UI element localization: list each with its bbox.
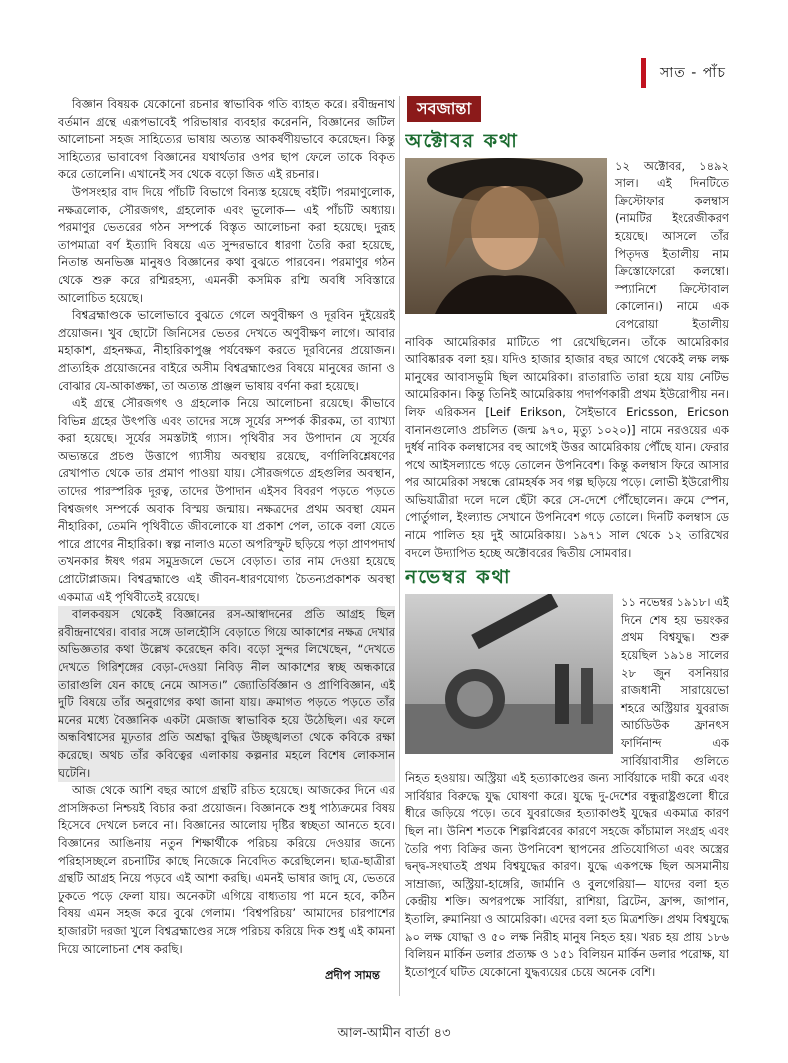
november-heading: নভেম্বর কথা [405, 566, 512, 589]
page-number: সাত - পাঁচ [641, 58, 781, 88]
paragraph: এই গ্রন্থে সৌরজগৎ ও গ্রহলোক নিয়ে আলোচনা রয়েছে। কীভাবে বিভিন্ন গ্রহের উৎপত্তি এবং তাদের সঙ্গে সূর্যের সম্পর্ক কীরকম, তা ব্যাখ্যা করা হয়েছে। সূর্যের সমস্তটাই গ্যাস। পৃথিবীর সব উপাদান যে সূর্যের অভ্যন্তরে প্রচণ্ড উত্তাপে গ্যাসীয় অবস্থায় রয়েছে, বর্ণালিবিশ্লেষণের রেখাপাত থেকে তার প্রমাণ পাওয়া যায়। সৌরজগতে গ্রহগুলির অবস্থান, তাদের পারস্পরিক দূরত্ব, তাদের উপাদান এইসব বিবরণ পড়তে পড়তে বিশ্বজগৎ সম্পর্কে অবাক বিস্ময় জন্মায়। নক্ষত্রদের প্রথম অবস্থা যেমন নীহারিকা, তেমনি পৃথিবীতে জীবলোকে যা প্রকাশ পেল, তাকে বলা যেতে পারে প্রাণের নীহারিকা। স্বল্প নালাও মতো অপরিস্ফুট ছড়িয়ে পড়া প্রাণপদার্থ তখনকার ঈষৎ গরম সমুদ্রজলে ভেসে বেড়াত। তার নাম দেওয়া হয়েছে প্রোটোপ্লাজম। বিশ্বব্রহ্মাণ্ডে এই জীবন-ধারণযোগ্য চৈতন্যপ্রকাশক অবস্থা একমাত্র এই পৃথিবীতেই রয়েছে। [58, 396, 395, 604]
left-column [58, 96, 395, 999]
october-heading: অক্টোবর কথা [405, 129, 519, 152]
column-divider [399, 96, 400, 996]
october-text: ১২ অক্টোবর, ১৪৯২ সাল। এই দিনটিতে ক্রিস্টোফার কলম্বাস (নামটির ইংরেজীকরণ হয়েছে। আসলে তাঁর পিতৃদত্ত ইতালীয় নাম ক্রিস্তোফোরো কলম্বো। স্প্যানিশে ক্রিস্টোবাল কোলোন।) নামে এক বেপরোয়া ইতালীয় নাবিক আমেরিকার মাটিতে পা রেখেছিলেন। তাঁকে আমেরিকার আবিষ্কারক বলা হয়। যদিও হাজার হাজার বছর আগে থেকেই লক্ষ লক্ষ মানুষের আবাসভূমি ছিল আমেরিকা। রাতারাতি তারা হয়ে যায় নেটিভ আমেরিকান। কিন্তু তিনিই আমেরিকায় পদার্পণকারী প্রথম ইউরোপীয় নন। লিফ এরিকসন [Leif Erikson, সৈইভাবে Ericsson, Ericson বানানগুলোও প্রচলিত (জন্ম ৯৭০, মৃত্যু ১০২০)] নামে নরওয়ের এক দুর্ধর্ষ নাবিক কলম্বাসের বহু আগেই উত্তর আমেরিকায় পৌঁছে যান। ফেরার পথে আইসল্যান্ডে গড়ে তোলেন উপনিবেশ। কিন্তু কলম্বাস ফিরে আসার পর আমেরিকা সম্বন্ধে রোমহর্ষক সব গল্প ছড়িয়ে পড়ে। লোভী ইউরোপীয় অভিযাত্রীরা দলে দলে ছেঁটা করে সে-দেশে পৌঁছোলেন। ক্রমে স্পেন, পোর্তুগাল, ইংল্যান্ড সেখানে উপনিবেশ গড়ে তোলে। দিনটি কলম্বাস ডে নামে পালিত হয় দুই আমেরিকায়। ১৯৭১ সাল থেকে ১২ তারিখের বদলে উদ্যাপিত হচ্ছে অক্টোবরের দ্বিতীয় সোমবার। [405, 158, 729, 560]
paragraph: আজ থেকে আশি বছর আগে গ্রন্থটি রচিত হয়েছে। আজকের দিনে এর প্রাসঙ্গিকতা নিশ্চয়ই বিচার করা প্রয়োজন। বিজ্ঞানকে শুধু পাঠ্যক্রমের বিষয় হিসেবে দেখলে চলবে না। বিজ্ঞানের আলোয় দৃষ্টির স্বচ্ছতা আনতে হবে। বিজ্ঞানের আঙিনায় নতুন শিক্ষার্থীকে পরিচয় করিয়ে দেওয়ার জন্যে পরিহাসচ্ছলে রচনাটির কাছে নিজেকে নিবেদিত করেছিলেন। ছাত্র-ছাত্রীরা গ্রন্থটি আগ্রহ নিয়ে পড়বে এই আশা করছি। এমনই ভাষার জাদু যে, ভেতরে ঢুকতে পড়ে ফেলা যায়। অনেকটা এগিয়ে বাধ্যতায় পা মনে হবে, কঠিন বিষয় এমন সহজ করে বুঝে গেলাম। ‘বিশ্বপরিচয়’ আমাদের চারপাশের হাজারটা দরজা খুলে বিশ্বব্রহ্মাণ্ডের সঙ্গে পরিচয় করিয়ে দিক শুধু এই কামনা দিয়ে আলোচনা শেষ করছি। [58, 783, 395, 956]
november-text: ১১ নভেম্বর ১৯১৮। এই দিনে শেষ হয় ভয়ংকর প্রথম বিশ্বযুদ্ধ। শুরু হয়েছিল ১৯১৪ সালের ২৮ জুন বসনিয়ার রাজধানী সারায়েভো শহরে অস্ট্রিয়ার যুবরাজ আর্চডিউক ফ্রানৎস ফার্দিনান্দ এক সার্বিয়াবাসীর গুলিতে নিহত হওয়ায়। অস্ট্রিয়া এই হত্যাকাণ্ডের জন্য সার্বিয়াকে দায়ী করে এবং সার্বিয়ার বিরুদ্ধে যুদ্ধ ঘোষণা করে। যুদ্ধে দু-দেশের বন্ধুরাষ্ট্রগুলো ধীরে ধীরে জড়িয়ে পড়ে। তবে যুবরাজের হত্যাকাণ্ডই যুদ্ধের একমাত্র কারণ ছিল না। উনিশ শতকে শিল্পবিপ্লবের কারণে সহজে কাঁচামাল সংগ্রহ এবং তৈরি পণ্য বিক্রির জন্য উপনিবেশ স্থাপনের প্রতিযোগিতা এবং অস্ত্রের দ্বন্দ্ব-সংঘাতই প্রথম বিশ্বযুদ্ধের কারণ। যুদ্ধে একপক্ষে ছিল অসমানীয় সাম্রাজ্য, অস্ট্রিয়া-হাঙ্গেরি, জার্মানি ও বুলগেরিয়া— যাদের বলা হত কেন্দ্রীয় শক্তি। অপরপক্ষে সার্বিয়া, রাশিয়া, ব্রিটেন, ফ্রান্স, জাপান, ইতালি, রুমানিয়া ও আমেরিকা। এদের বলা হত মিত্রশক্তি। প্রথম বিশ্বযুদ্ধে ৯০ লক্ষ যোদ্ধা ও ৫০ লক্ষ নিরীহ মানুষ নিহত হয়। খরচ হয় প্রায় ১৮৬ বিলিয়ন মার্কিন ডলার প্রত্যক্ষ ও ১৫১ বিলিয়ন মার্কিন ডলার পরোক্ষ, যা ইতোপূর্বে ঘটিত যেকোনো যুদ্ধব্যয়ের চেয়ে অনেক বেশি। [405, 595, 729, 979]
section-tag: সবজান্তা [407, 96, 481, 122]
paragraph: বিশ্বব্রহ্মাণ্ডকে ভালোভাবে বুঝতে গেলে অণুবীক্ষণ ও দূরবিন দুইয়েরই প্রয়োজন। খুব ছোটো জিনিসের ভেতর দেখতে অণুবীক্ষণ লাগে। আবার মহাকাশ, গ্রহনক্ষত্র, নীহারিকাপুঞ্জ পর্যবেক্ষণ করতে দূরবিনের প্রয়োজন। প্রাত্যহিক প্রয়োজনের বাইরে অসীম বিশ্বব্রহ্মাণ্ডের বিষয়ে মানুষের জানা ও বোঝার যে-আকাঙ্ক্ষা, তা অত্যন্ত প্রাঞ্জল ভাষায় বর্ণনা করা হয়েছে। [58, 308, 395, 393]
right-column [405, 96, 729, 999]
paragraph: বিজ্ঞান বিষয়ক যেকোনো রচনার স্বাভাবিক গতি ব্যাহত করে। রবীন্দ্রনাথ বর্তমান গ্রন্থে এরূপভাবেই পরিভাষার ব্যবহার করেননি, বিজ্ঞানের জটিল আলোচনা সহজ সাহিত্যের ভাষায় অত্যন্ত আকর্ষণীয়ভাবে করেছেন। কিন্তু সাহিত্যের ভাবাবেগ বিজ্ঞানের যথার্থতার ওপর ছাপ ফেলে তাকে বিকৃত করে তোলেনি। এখানেই সব থেকে বড়ো জিত এই রচনার। [58, 97, 395, 182]
author-signature: প্রদীপ সামন্ত [325, 968, 380, 982]
ww1-artillery-photo [405, 594, 613, 754]
paragraph: উপসংহার বাদ দিয়ে পাঁচটি বিভাগে বিন্যস্ত হয়েছে বইটি। পরমাণুলোক, নক্ষত্রলোক, সৌরজগৎ, গ্রহলোক এবং ভূলোক— এই পাঁচটি অধ্যায়। পরমাণুর ভেতরের গঠন সম্পর্কে বিস্তৃত আলোচনা করা হয়েছে। দুরূহ তাপমাত্রা বর্ণ ইত্যাদি বিষয়ে এত সুন্দরভাবে ধারণা তৈরি করা হয়েছে, নিতান্ত অনভিজ্ঞ মানুষও বিজ্ঞানের কথা বুঝতে পারবেন। পরমাণুর গঠন থেকে শুরু করে রশ্মিরহস্য, এমনকী কসমিক রশ্মি অবধি সবিস্তারে আলোচিত হয়েছে। [58, 184, 395, 305]
paragraph: বালকবয়স থেকেই বিজ্ঞানের রস-আস্বাদনের প্রতি আগ্রহ ছিল রবীন্দ্রনাথের। বাবার সঙ্গে ডালহৌসি বেড়াতে গিয়ে আকাশের নক্ষত্র দেখার অভিজ্ঞতার কথা উল্লেখ করেছেন কবি। বড়ো সুন্দর লিখেছেন, “দেখতে দেখতে গিরিশৃঙ্গের বেড়া-দেওয়া নিবিড় নীল আকাশের স্বচ্ছ অন্ধকারে তারাগুলি যেন কাছে নেমে আসত।” জ্যোতির্বিজ্ঞান ও প্রাণিবিজ্ঞান, এই দুটি বিষয়ে তাঁর অনুরাগের কথা জানা যায়। ক্রমাগত পড়তে পড়তে তাঁর মনের মধ্যে বৈজ্ঞানিক একটা মেজাজ স্বাভাবিক হয়ে উঠেছিল। এর ফলে অন্ধবিশ্বাসের মূঢ়তার প্রতি অশ্রদ্ধা বুদ্ধির উচ্ছৃঙ্খলতা থেকে কবিকে রক্ষা করেছে। অথচ তাঁর কবিত্বের এলাকায় কল্পনার মহলে বিশেষ লোকসান ঘটেনি। [58, 606, 395, 782]
columbus-portrait [405, 158, 607, 314]
page-footer: আল-আমীন বার্তা ৪৩ [337, 1026, 451, 1041]
